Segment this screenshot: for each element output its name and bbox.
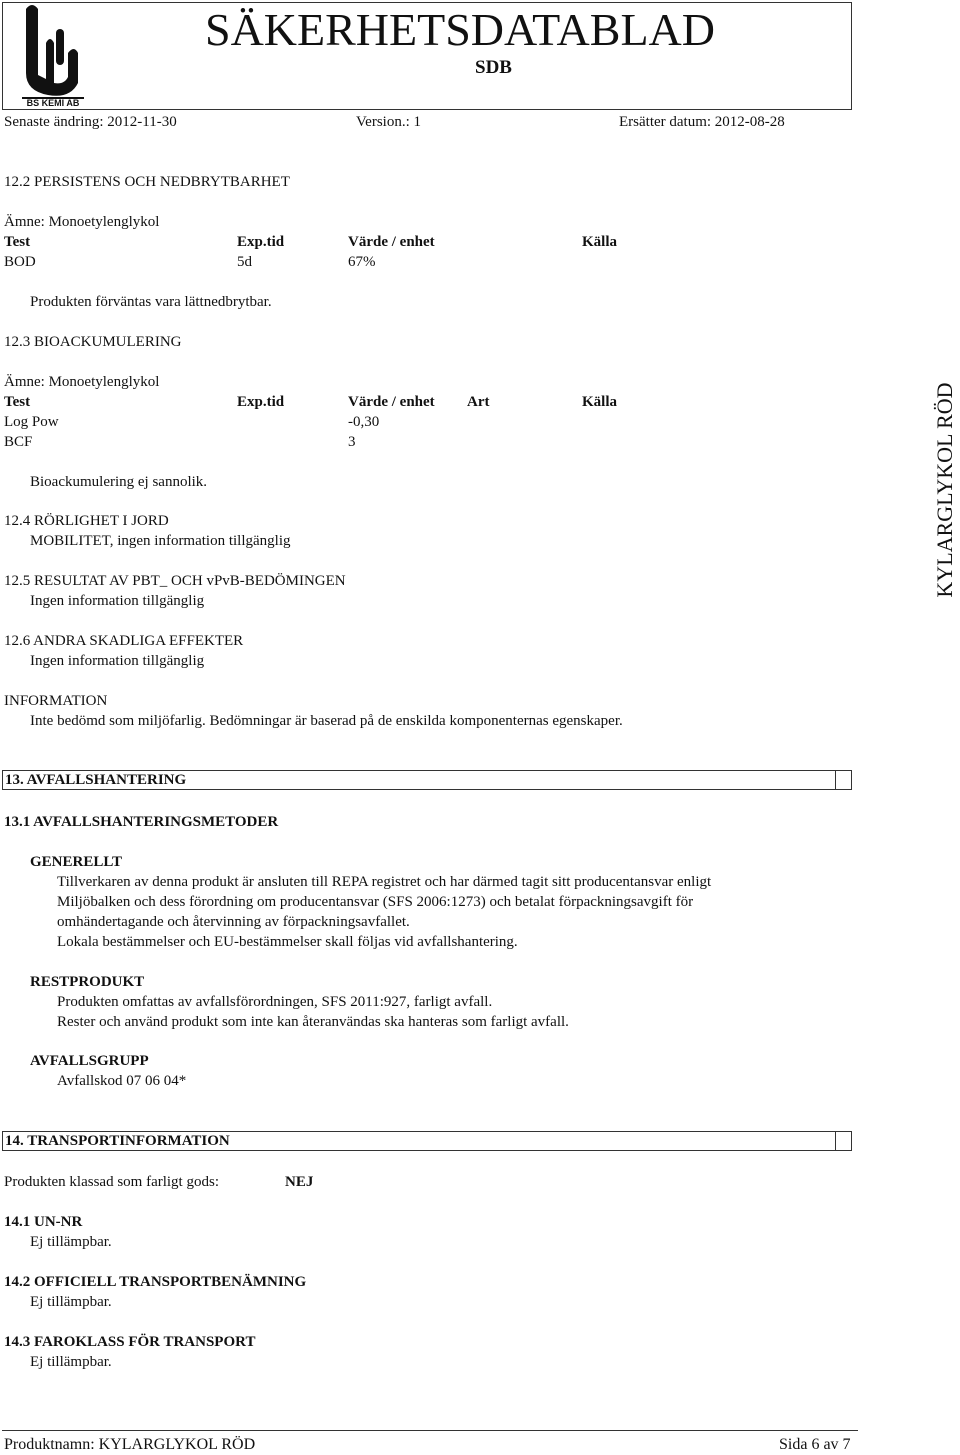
general-heading: GENERELLT bbox=[30, 854, 122, 870]
general-line: Lokala bestämmelser och EU-bestämmelser skall följas vid avfallshantering. bbox=[57, 934, 518, 950]
last-change-date: Senaste ändring: 2012-11-30 bbox=[4, 114, 177, 130]
version: Version.: 1 bbox=[356, 114, 421, 130]
footer-page: Sida 6 av 7 bbox=[779, 1436, 851, 1453]
text-12-4: MOBILITET, ingen information tillgänglig bbox=[30, 533, 291, 549]
col-exp-12-2: Exp.tid bbox=[237, 234, 285, 250]
col-exp-12-3: Exp.tid bbox=[237, 394, 285, 410]
heading-12-2: 12.2 PERSISTENS OCH NEDBRYTBARHET bbox=[4, 174, 290, 190]
table-cell: -0,30 bbox=[348, 414, 380, 430]
information-heading: INFORMATION bbox=[4, 693, 108, 709]
footer-product: Produktnamn: KYLARGLYKOL RÖD bbox=[4, 1436, 256, 1453]
text-12-6: Ingen information tillgänglig bbox=[30, 653, 205, 669]
bs-kemi-logo bbox=[18, 3, 88, 107]
text-14-3: Ej tillämpbar. bbox=[30, 1354, 112, 1370]
text-12-5: Ingen information tillgänglig bbox=[30, 593, 205, 609]
note-12-2: Produkten förväntas vara lättnedbrytbar. bbox=[30, 294, 272, 310]
general-line: Tillverkaren av denna produkt är ansluten till REPA registret och har därmed tagit sitt producentansvar enligt bbox=[57, 874, 712, 890]
substance-12-3: Ämne: Monoetylenglykol bbox=[4, 374, 160, 390]
heading-13-1: 13.1 AVFALLSHANTERINGSMETODER bbox=[4, 814, 279, 830]
table-cell: 3 bbox=[348, 434, 356, 450]
replaces-date: Ersätter datum: 2012-08-28 bbox=[619, 114, 785, 130]
text-14-2: Ej tillämpbar. bbox=[30, 1294, 112, 1310]
side-product-text: KYLARGLYKOL RÖD bbox=[932, 382, 957, 598]
section-13-box bbox=[2, 770, 852, 790]
group-heading: AVFALLSGRUPP bbox=[30, 1053, 149, 1069]
classified-label: Produkten klassad som farligt gods: bbox=[4, 1174, 219, 1190]
col-test-12-3: Test bbox=[4, 394, 31, 410]
text-14-1: Ej tillämpbar. bbox=[30, 1234, 112, 1250]
section-14-box bbox=[2, 1131, 852, 1151]
general-line: Miljöbalken och dess förordning om producentansvar (SFS 2006:1273) och betalat förpackningsavgift för bbox=[57, 894, 694, 910]
rest-heading: RESTPRODUKT bbox=[30, 974, 145, 990]
col-test-12-2: Test bbox=[4, 234, 31, 250]
heading-12-5: 12.5 RESULTAT AV PBT_ OCH vPvB-BEDÖMINGEN bbox=[4, 573, 346, 589]
heading-14-2: 14.2 OFFICIELL TRANSPORTBENÄMNING bbox=[4, 1274, 307, 1290]
table-cell: 67% bbox=[348, 254, 376, 270]
group-text: Avfallskod 07 06 04* bbox=[57, 1073, 187, 1089]
section-14-marker bbox=[835, 1132, 851, 1150]
document-title: SÄKERHETSDATABLAD bbox=[205, 4, 715, 55]
heading-14-1: 14.1 UN-NR bbox=[4, 1214, 83, 1230]
information-text: Inte bedömd som miljöfarlig. Bedömningar är baserad på de enskilda komponenternas egenskaper. bbox=[30, 713, 623, 729]
section-14-label: 14. TRANSPORTINFORMATION bbox=[5, 1133, 230, 1149]
table-cell: BCF bbox=[4, 434, 33, 450]
note-12-3: Bioackumulering ej sannolik. bbox=[30, 474, 208, 490]
heading-12-6: 12.6 ANDRA SKADLIGA EFFEKTER bbox=[4, 633, 244, 649]
heading-12-3: 12.3 BIOACKUMULERING bbox=[4, 334, 182, 350]
col-value-12-2: Värde / enhet bbox=[348, 234, 435, 250]
col-source-12-3: Källa bbox=[582, 394, 618, 410]
table-cell: BOD bbox=[4, 254, 36, 270]
logo-text: BS KEMI AB bbox=[26, 98, 80, 107]
rest-line: Produkten omfattas av avfallsförordningen, SFS 2011:927, farligt avfall. bbox=[57, 994, 493, 1010]
document-subtitle: SDB bbox=[475, 57, 512, 78]
rest-line: Rester och använd produkt som inte kan återanvändas ska hanteras som farligt avfall. bbox=[57, 1014, 569, 1030]
col-art-12-3: Art bbox=[467, 394, 490, 410]
col-source-12-2: Källa bbox=[582, 234, 618, 250]
heading-12-4: 12.4 RÖRLIGHET I JORD bbox=[4, 513, 169, 529]
table-cell: 5d bbox=[237, 254, 252, 270]
section-13-marker bbox=[835, 771, 851, 789]
table-cell: Log Pow bbox=[4, 414, 59, 430]
substance-12-2: Ämne: Monoetylenglykol bbox=[4, 214, 160, 230]
classified-value: NEJ bbox=[285, 1174, 314, 1190]
section-13-label: 13. AVFALLSHANTERING bbox=[5, 772, 187, 788]
col-value-12-3: Värde / enhet bbox=[348, 394, 435, 410]
general-line: omhändertagande och återvinning av förpackningsavfallet. bbox=[57, 914, 410, 930]
heading-14-3: 14.3 FAROKLASS FÖR TRANSPORT bbox=[4, 1334, 256, 1350]
footer-divider bbox=[2, 1430, 858, 1431]
